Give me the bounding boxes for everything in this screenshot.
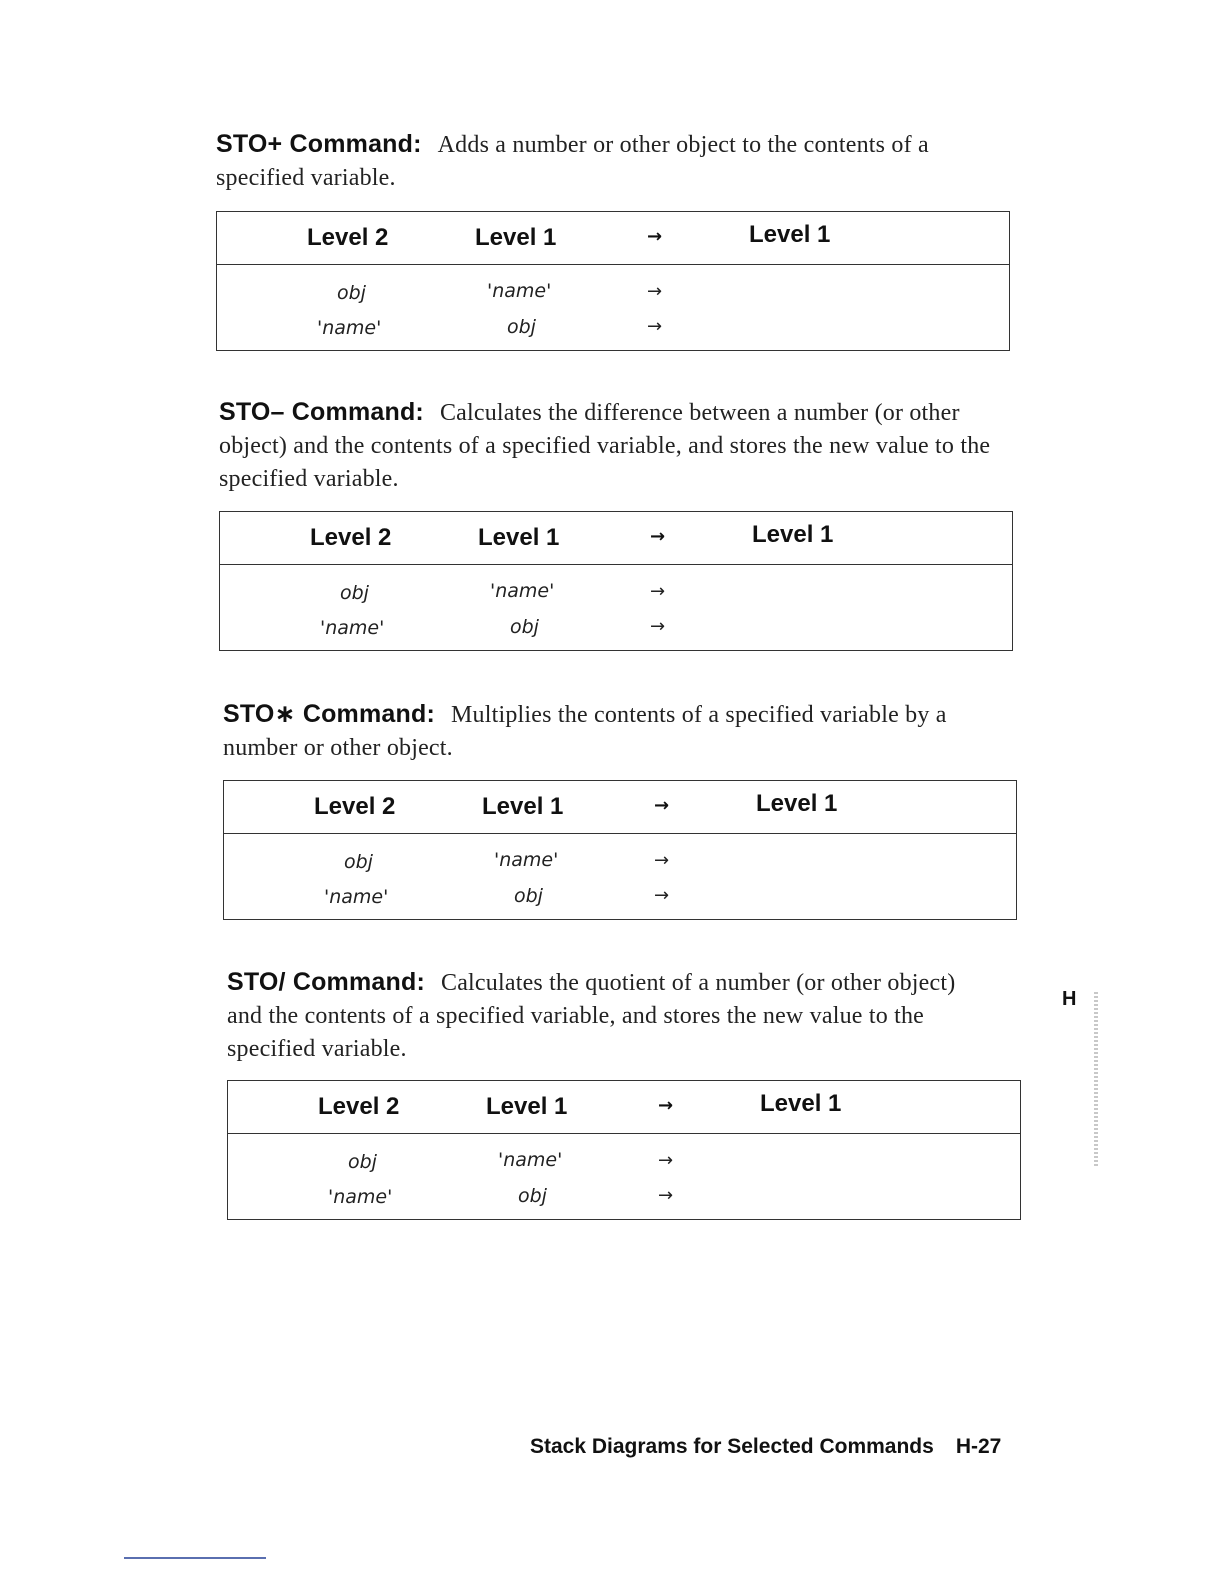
table-header (217, 212, 1009, 265)
command-paragraph (216, 128, 1016, 195)
arrow-icon: → (654, 885, 670, 906)
command-description: Calculates the difference between a number (or other object) and the contents of a specified variable, and stores the new value to the specified variable. (219, 400, 991, 492)
footer-title: Stack Diagrams for Selected Commands (530, 1435, 934, 1458)
arrow-icon: → (654, 795, 670, 816)
arrow-icon: → (650, 581, 666, 602)
page-footer (530, 1435, 1001, 1459)
page-number: H-27 (955, 1435, 1002, 1458)
header-level2: Level 2 (307, 224, 389, 251)
row-level1: obj (518, 1185, 547, 1207)
arrow-icon: → (647, 226, 663, 247)
row-level1: obj (514, 885, 543, 907)
table-header (220, 512, 1012, 565)
header-level1-result: Level 1 (752, 521, 834, 548)
header-level1-result: Level 1 (760, 1090, 842, 1117)
command-name: STO∗ Command: (223, 700, 435, 728)
header-level1-result: Level 1 (749, 221, 831, 248)
header-level1-input: Level 1 (486, 1093, 568, 1120)
command-name: STO+ Command: (216, 130, 422, 158)
arrow-icon: → (658, 1095, 674, 1116)
stack-diagram-table (223, 780, 1017, 920)
arrow-icon: → (647, 281, 663, 302)
row-level2: 'name' (320, 617, 385, 639)
command-description: Multiplies the contents of a specified variable by a number or other object. (223, 702, 947, 761)
header-level1-input: Level 1 (475, 224, 557, 251)
command-name: STO/ Command: (227, 968, 425, 996)
header-level2: Level 2 (318, 1093, 400, 1120)
arrow-icon: → (647, 316, 663, 337)
arrow-icon: → (658, 1150, 674, 1171)
command-paragraph (219, 396, 1019, 496)
header-level2: Level 2 (310, 524, 392, 551)
command-paragraph (227, 966, 987, 1066)
appendix-tab-marker: H (1062, 988, 1077, 1010)
row-level1: 'name' (490, 580, 555, 602)
stack-diagram-table (227, 1080, 1021, 1220)
stack-diagram-table (216, 211, 1010, 351)
command-description: Calculates the quotient of a number (or other object) and the contents of a specified variable, and stores the new value to the specified variable. (227, 970, 956, 1062)
arrow-icon: → (658, 1185, 674, 1206)
sto-plus-section (216, 128, 1016, 339)
command-paragraph (223, 698, 1023, 765)
header-level1-input: Level 1 (478, 524, 560, 551)
row-level1: obj (510, 616, 539, 638)
stack-diagram-table (219, 511, 1013, 651)
header-level2: Level 2 (314, 793, 396, 820)
row-level1: 'name' (487, 280, 552, 302)
row-level2: obj (340, 582, 369, 604)
row-level2: 'name' (328, 1186, 393, 1208)
sto-divide-section (227, 966, 1027, 1208)
arrow-icon: → (650, 616, 666, 637)
sto-minus-section (219, 396, 1019, 639)
row-level2: 'name' (324, 886, 389, 908)
row-level2: obj (337, 282, 366, 304)
row-level1: obj (507, 316, 536, 338)
row-level1: 'name' (494, 849, 559, 871)
header-level1-result: Level 1 (756, 790, 838, 817)
row-level2: obj (344, 851, 373, 873)
command-description: Adds a number or other object to the contents of a specified variable. (216, 132, 929, 191)
bottom-rule (124, 1557, 266, 1559)
command-name: STO– Command: (219, 398, 424, 426)
header-level1-input: Level 1 (482, 793, 564, 820)
table-header (228, 1081, 1020, 1134)
sto-multiply-section (223, 698, 1023, 908)
page-edge-tab (1094, 992, 1098, 1168)
arrow-icon: → (654, 850, 670, 871)
arrow-icon: → (650, 526, 666, 547)
row-level2: obj (348, 1151, 377, 1173)
row-level2: 'name' (317, 317, 382, 339)
row-level1: 'name' (498, 1149, 563, 1171)
table-header (224, 781, 1016, 834)
